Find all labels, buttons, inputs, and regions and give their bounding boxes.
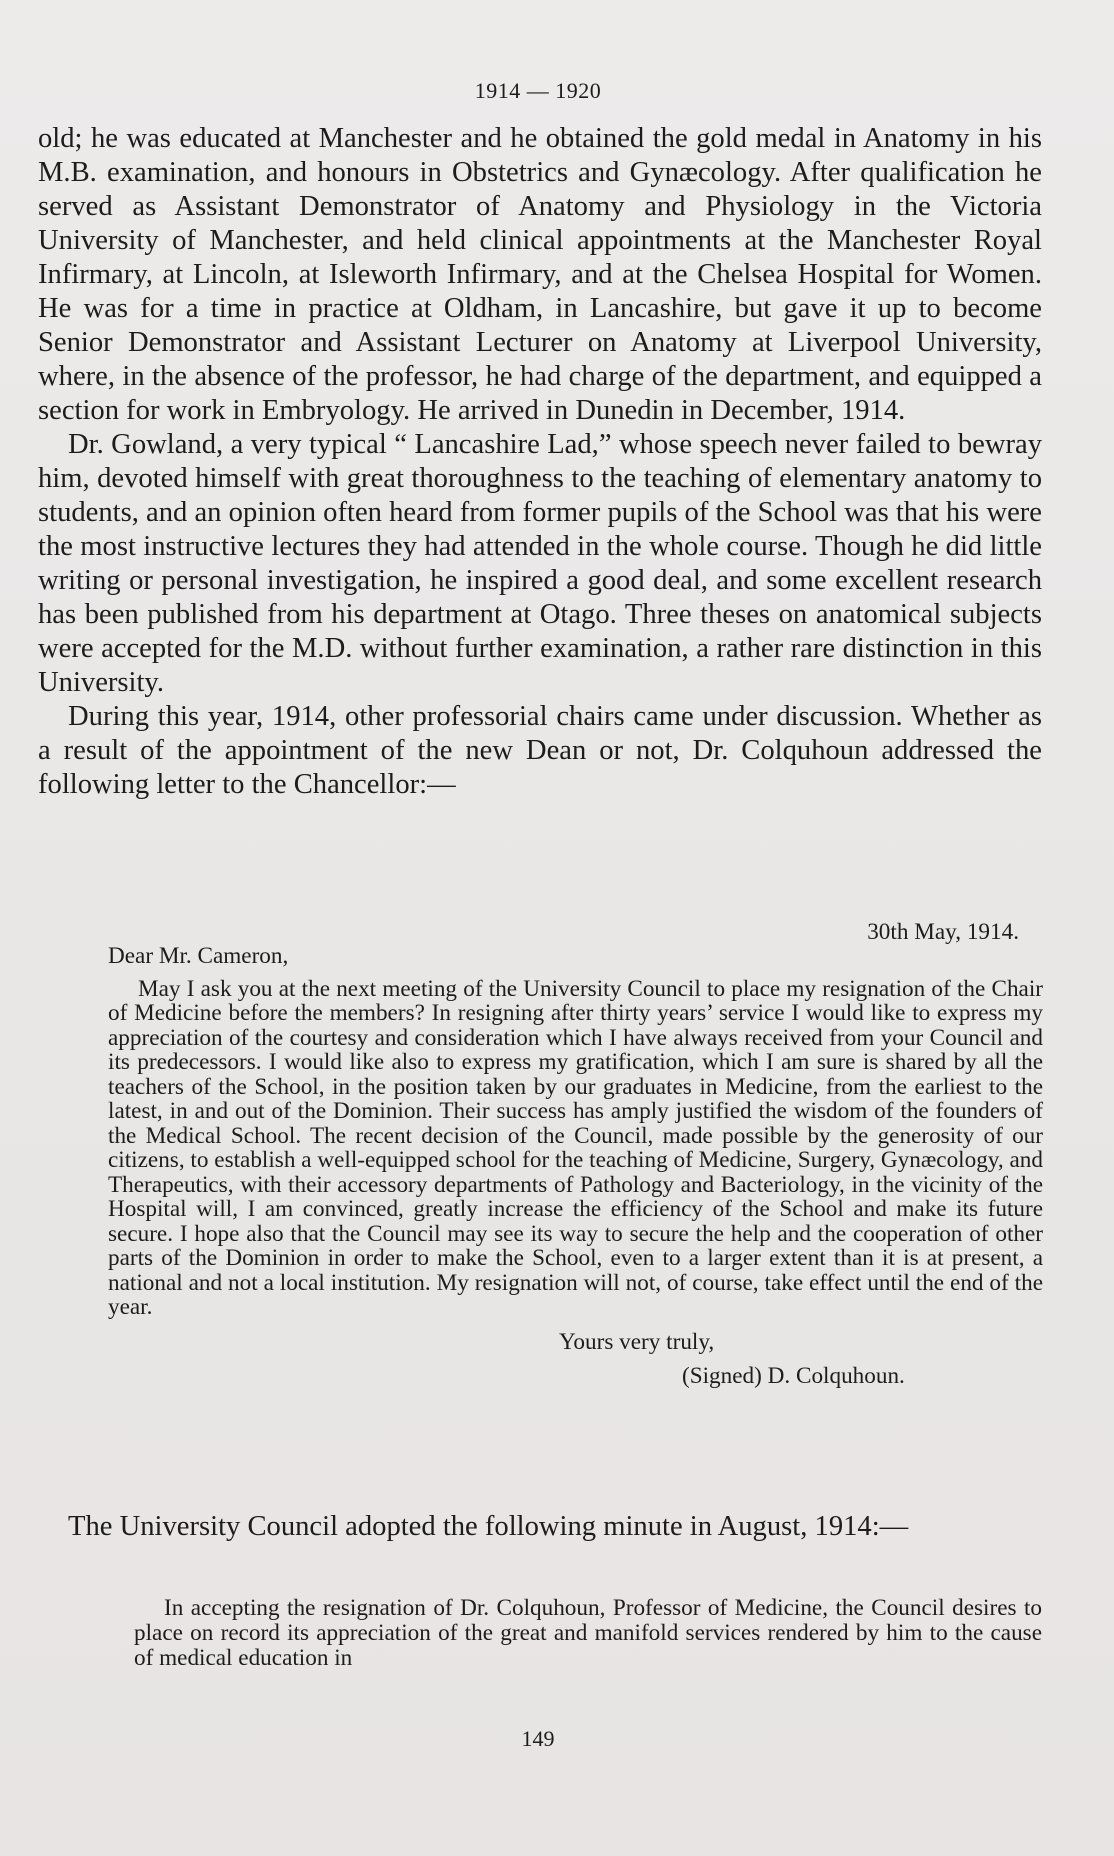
main-text bbox=[38, 122, 1042, 802]
letter-closing: Yours very truly, bbox=[559, 1328, 715, 1355]
running-head: 1914 — 1920 bbox=[474, 78, 602, 103]
letter-body: May I ask you at the next meeting of the University Council to place my resignation of the Chair of Medicine before the members? In resigning after thirty years’ service I would like to express my appreciation of the courtesy and consideration which I have always received from your Council and its predecessors. I would like also to express my gratification, which I am sure is shared by all the teachers of the School, in the position taken by our graduates in Medicine, from the earliest to the latest, in and out of the Dominion. Their success has amply justified the wisdom of the founders of the Medical School. The recent decision of the Council, made possible by the generosity of our citizens, to establish a well-equipped school for the teaching of Medicine, Surgery, Gynæcology, and Therapeutics, with their accessory departments of Pathology and Bacteriology, in the vicinity of the Hospital will, I am convinced, greatly increase the efficiency of the School and make its future secure. I hope also that the Council may see its way to secure the help and the cooperation of other parts of the Dominion in order to make the School, even to a larger extent than it is at present, a national and not a local institution. My resignation will not, of course, take effect until the end of the year. bbox=[108, 975, 1043, 1320]
letter-signature: (Signed) D. Colquhoun. bbox=[682, 1362, 905, 1389]
council-intro: The University Council adopted the following minute in August, 1914:— bbox=[68, 1511, 909, 1542]
council-minute: In accepting the resignation of Dr. Colquhoun, Professor of Medicine, the Council desires to place on record its appreciation of the great and manifold services rendered by him to the cause of medical education in bbox=[134, 1595, 1042, 1671]
colquhoun-letter bbox=[108, 920, 1043, 1393]
paragraph-chairs-discussion: During this year, 1914, other professorial chairs came under discussion. Whether as a result of the appointment of the new Dean or not, Dr. Colquhoun addressed the following letter to the Chancellor:— bbox=[38, 701, 1042, 800]
paragraph-gowland-career: old; he was educated at Manchester and he obtained the gold medal in Anatomy in his M.B. examination, and honours in Obstetrics and Gynæcology. After qualification he served as Assistant Demonstrator of Anatomy and Physiology in the Victoria University of Manchester, and held clinical appointments at the Manchester Royal Infirmary, at Lincoln, at Isleworth Infirmary, and at the Chelsea Hospital for Women. He was for a time in practice at Oldham, in Lancashire, but gave it up to become Senior Demonstrator and Assistant Lecturer on Anatomy at Liverpool University, where, in the absence of the professor, he had charge of the department, and equipped a section for work in Embryology. He arrived in Dunedin in December, 1914. bbox=[38, 123, 1042, 426]
page-number: 149 bbox=[521, 1726, 555, 1751]
letter-date: 30th May, 1914. bbox=[867, 919, 1019, 945]
letter-salutation: Dear Mr. Cameron, bbox=[108, 943, 289, 969]
paragraph-gowland-teaching: Dr. Gowland, a very typical “ Lancashire Lad,” whose speech never failed to bewray him, devoted himself with great thoroughness to the teaching of elementary anatomy to students, and an opinion often heard from former pupils of the School was that his were the most instructive lectures they had attended in the whole course. Though he did little writing or personal investigation, he inspired a good deal, and some excellent research has been published from his department at Otago. Three theses on anatomical subjects were accepted for the M.D. without further examination, a rather rare distinction in this University. bbox=[38, 429, 1042, 698]
